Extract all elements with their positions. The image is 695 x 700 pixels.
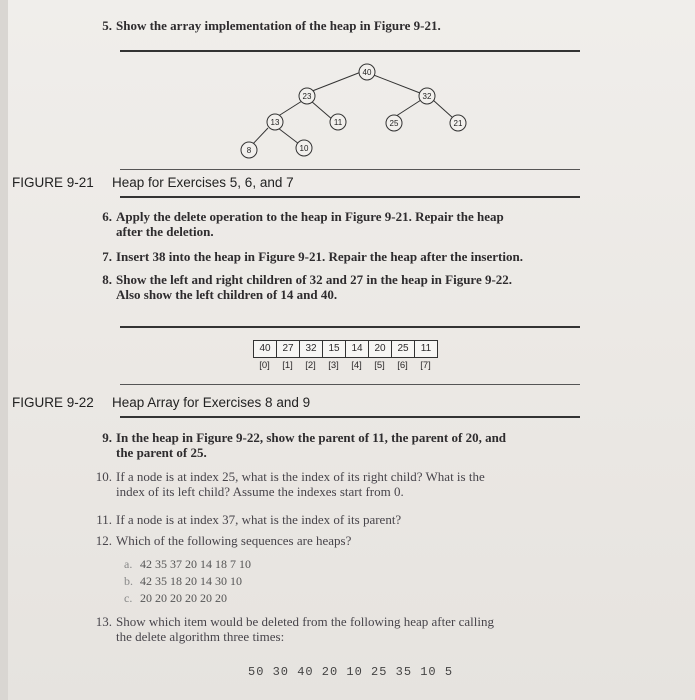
figure-caption: Heap Array for Exercises 8 and 9: [112, 395, 311, 410]
heap-node-40: [359, 64, 375, 80]
array-cell: 11: [420, 343, 432, 354]
array-index: [0]: [259, 360, 270, 371]
heap-node-label: 13: [270, 118, 280, 127]
divider: [120, 416, 580, 418]
divider: [120, 326, 580, 328]
array-cell: 32: [300, 341, 323, 357]
array-cell: 20: [369, 341, 392, 357]
figure-label: FIGURE 9-21: [12, 175, 94, 190]
array-cell: 27: [277, 341, 300, 357]
heap-node-label: 32: [422, 92, 432, 101]
array-index: [5]: [374, 360, 385, 371]
array-cell: 40: [254, 341, 277, 357]
heap-node-23: [299, 88, 315, 104]
heap-node-10: [296, 140, 312, 156]
heap-node-13: [267, 114, 283, 130]
textbook-page: [8, 0, 695, 700]
heap-node-label: 10: [299, 144, 309, 153]
question-11: 11. If a node is at index 37, what is the index of its parent?: [96, 512, 402, 527]
question-9: 9. In the heap in Figure 9-22, show the parent of 11, the parent of 20, and the parent of 25.: [102, 430, 507, 460]
array-cell: 14: [346, 341, 369, 357]
question-6: 6. Apply the delete operation to the heap in Figure 9-21. Repair the heap after the deletion.: [102, 209, 504, 239]
figure-9-22-caption: [12, 395, 310, 410]
heap-node-label: 40: [362, 68, 372, 77]
heap-node-label: 23: [302, 92, 312, 101]
heap-tree-diagram: [8, 0, 695, 170]
question-text: Show the array implementation of the heap in Figure 9-21.: [116, 18, 441, 33]
array-index: [1]: [282, 360, 293, 371]
option-c: c. 20 20 20 20 20 20: [124, 591, 227, 605]
figure-label: FIGURE 9-22: [12, 395, 94, 410]
heap-node-32: [419, 88, 435, 104]
heap-array-indexes: [253, 360, 437, 371]
array-cell: 25: [392, 341, 415, 357]
divider: [120, 196, 580, 198]
array-cell: 15: [323, 341, 346, 357]
heap-node-11: [330, 114, 346, 130]
array-index: [3]: [328, 360, 339, 371]
question-number: 5.: [102, 18, 112, 33]
heap-array: [253, 340, 438, 358]
array-index: [6]: [397, 360, 408, 371]
array-index: [2]: [305, 360, 316, 371]
question-8: 8. Show the left and right children of 32 and 27 in the heap in Figure 9-22. Also show the left children of 14 and 40.: [102, 272, 513, 302]
figure-caption: Heap for Exercises 5, 6, and 7: [112, 175, 294, 190]
heap-node-label: 11: [333, 118, 343, 127]
heap-node-25: [386, 115, 402, 131]
option-a: a. 42 35 37 20 14 18 7 10: [124, 557, 251, 571]
figure-9-21-caption: [12, 175, 294, 190]
heap-node-21: [450, 115, 466, 131]
question-7: 7. Insert 38 into the heap in Figure 9-21. Repair the heap after the insertion.: [102, 249, 523, 264]
question-12: 12. Which of the following sequences are heaps?: [95, 533, 352, 548]
heap-node-label: 8: [246, 146, 252, 155]
heap-node-8: [241, 142, 257, 158]
divider: [120, 384, 580, 385]
heap-node-label: 25: [389, 119, 399, 128]
option-b: b. 42 35 18 20 14 30 10: [124, 574, 242, 588]
question-13: 13. Show which item would be deleted from the following heap after calling the delete algorithm three times:: [95, 614, 494, 644]
question-10: 10. If a node is at index 25, what is the index of its right child? What is the index of its left child? Assume the indexes start from 0.: [95, 469, 485, 499]
array-index: [7]: [420, 360, 431, 371]
array-index: [4]: [351, 360, 362, 371]
heap-node-label: 21: [453, 119, 463, 128]
heap-sequence: 50 30 40 20 10 25 35 10 5: [248, 665, 454, 679]
divider: [120, 169, 580, 170]
